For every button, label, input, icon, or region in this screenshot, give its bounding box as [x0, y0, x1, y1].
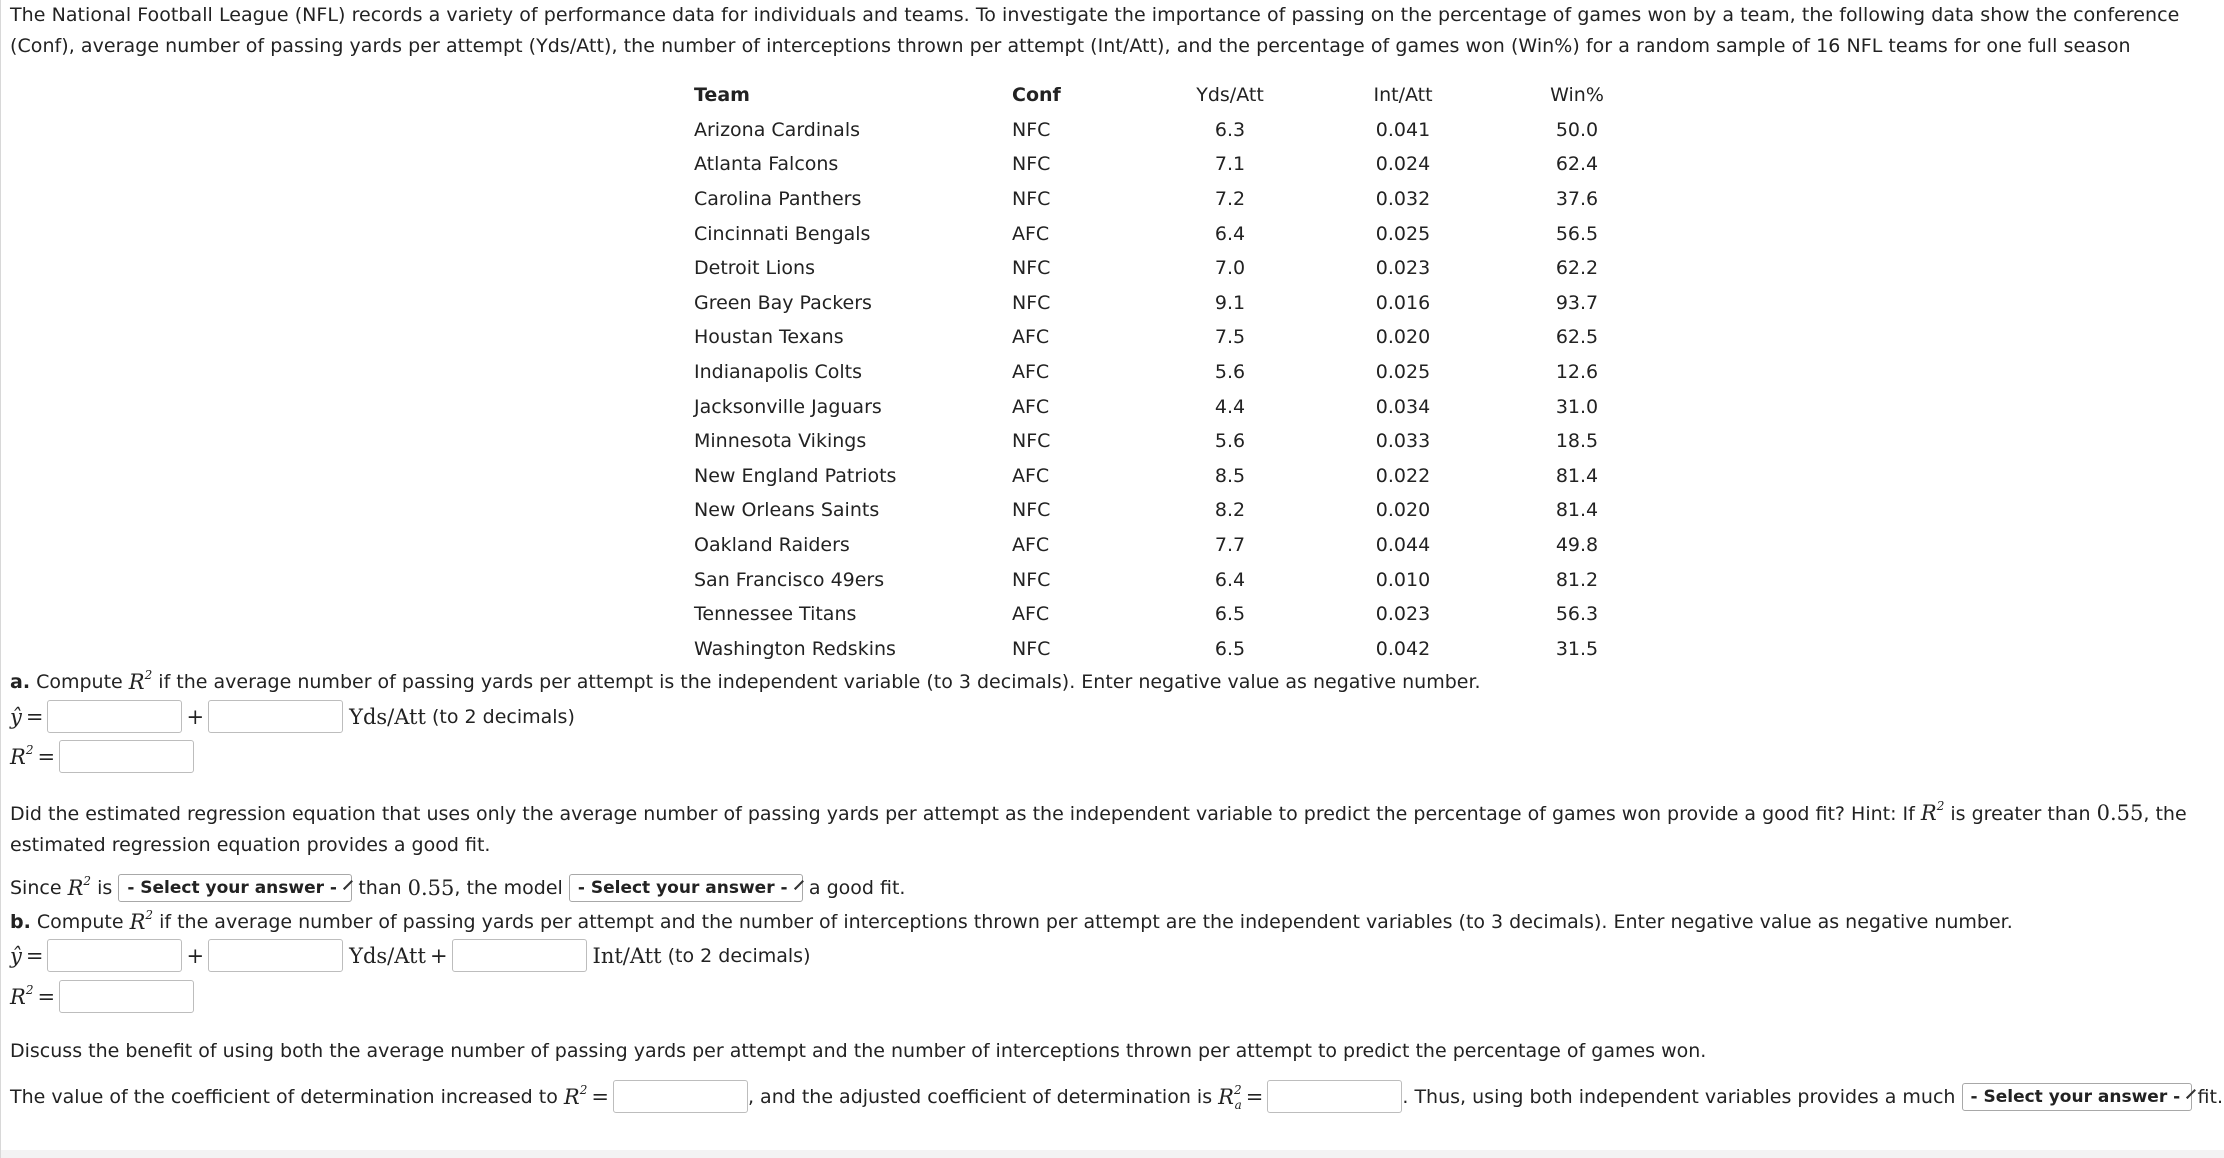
final-r2-input[interactable]	[613, 1080, 748, 1113]
equals-sign: =	[37, 984, 56, 1009]
yds-att-cell: 8.5	[1214, 464, 1246, 487]
final-text-2: , and the adjusted coefficient of determination is	[747, 1085, 1213, 1108]
r-letter: R	[563, 1084, 580, 1109]
table-row	[682, 113, 1664, 148]
team-cell: Jacksonville Jaguars	[694, 395, 882, 418]
problem-intro: The National Football League (NFL) records a variety of performance data for individuals and teams. To investigate the importance of passing on the percentage of games won by a team, the following data show the conference (Conf), average number of passing yards per attempt (Yds/Att), the number of interceptions thrown per attempt (Int/Att), and the percentage of games won (Win%) for a random sample of 16 NFL teams for one full season	[10, 4, 2180, 57]
equals-sign: =	[37, 744, 56, 769]
int-att-cell: 0.025	[1375, 222, 1431, 245]
table-row	[682, 632, 1664, 667]
equals-sign: =	[1245, 1084, 1264, 1109]
part-b-prompt	[10, 910, 2013, 934]
int-att-cell: 0.022	[1375, 464, 1431, 487]
conf-cell: NFC	[1012, 568, 1051, 591]
team-cell: Minnesota Vikings	[694, 430, 867, 453]
table-row	[682, 320, 1664, 355]
a-r2-input[interactable]	[59, 740, 194, 773]
team-cell: Oakland Raiders	[694, 534, 850, 557]
win-pct-cell: 81.4	[1555, 499, 1599, 522]
team-cell: Indianapolis Colts	[694, 361, 863, 384]
conf-cell: AFC	[1012, 395, 1050, 418]
part-b-instructions: if the average number of passing yards per attempt and the number of interceptions thrown per attempt are the independent variables (to 3 decimals). Enter negative value as negative number.	[159, 911, 2013, 933]
r-letter: R	[1218, 1084, 1234, 1109]
sq-exp: 2	[83, 874, 92, 888]
conf-cell: NFC	[1012, 637, 1051, 660]
int-att-cell: 0.023	[1375, 603, 1431, 626]
win-pct-cell: 37.6	[1555, 188, 1599, 211]
r-squared-symbol	[1921, 801, 1944, 825]
hint-text-2: is greater than	[1950, 803, 2091, 825]
r-squared-symbol	[10, 982, 34, 1009]
int-att-cell: 0.025	[1375, 361, 1431, 384]
team-cell: Carolina Panthers	[694, 188, 862, 211]
int-att-cell: 0.044	[1375, 534, 1431, 557]
table-row	[682, 424, 1664, 459]
yds-att-cell: 5.6	[1214, 361, 1246, 384]
fit-quality-select[interactable]	[1962, 1083, 2192, 1111]
r-letter: R	[128, 670, 145, 694]
sq-exp: 2	[145, 908, 154, 922]
table-row	[682, 251, 1664, 286]
win-pct-cell: 62.2	[1555, 257, 1599, 280]
fit-label: fit.	[2197, 1085, 2224, 1108]
header-int-att: Int/Att	[1373, 84, 1433, 107]
good-fit-question	[10, 798, 2215, 861]
sq-exp: 2	[25, 742, 34, 757]
yds-att-cell: 6.3	[1214, 118, 1246, 141]
fit-quality-select-value: - Select your answer -	[1970, 1086, 2181, 1107]
footer-strip	[1, 1150, 2224, 1158]
int-att-cell: 0.042	[1375, 637, 1431, 660]
int-att-cell: 0.020	[1375, 499, 1431, 522]
part-a-prompt	[10, 670, 1481, 694]
sq-exp: 2	[1936, 799, 1945, 813]
yds-att-cell: 7.2	[1214, 188, 1246, 211]
conf-cell: AFC	[1012, 603, 1050, 626]
header-yds-att: Yds/Att	[1196, 84, 1264, 107]
adjusted-r2-input[interactable]	[1267, 1080, 1402, 1113]
conf-cell: NFC	[1012, 499, 1051, 522]
int-att-term: Int/Att	[592, 943, 662, 968]
header-team: Team	[694, 84, 750, 107]
table-row	[682, 528, 1664, 563]
r-letter: R	[67, 876, 84, 900]
chevron-down-icon	[343, 880, 353, 890]
int-att-cell: 0.016	[1375, 291, 1431, 314]
table-row	[682, 493, 1664, 528]
conf-cell: NFC	[1012, 188, 1051, 211]
team-cell: New England Patriots	[694, 464, 897, 487]
equals-sign: =	[25, 943, 44, 968]
table-row	[682, 216, 1664, 251]
sq-exp: 2	[144, 668, 153, 682]
r-squared-symbol	[563, 1082, 588, 1109]
win-pct-cell: 31.5	[1555, 637, 1599, 660]
final-text-3: . Thus, using both independent variables provides a much	[1402, 1085, 1956, 1108]
threshold-value: 0.55	[407, 876, 455, 900]
hint-text-1: Did the estimated regression equation that uses only the average number of passing yards per attempt as the independent variable to predict the percentage of games won provide a good fit? Hint: If	[10, 803, 1915, 825]
part-b-equation-row	[10, 939, 810, 972]
nfl-data-table	[682, 78, 1664, 666]
team-cell: Tennessee Titans	[694, 603, 857, 626]
table-row	[682, 147, 1664, 182]
adjusted-r-squared-symbol	[1218, 1082, 1242, 1112]
sq-exp: 2	[579, 1082, 588, 1097]
equals-sign: =	[25, 704, 44, 729]
table-row	[682, 389, 1664, 424]
conf-cell: AFC	[1012, 361, 1050, 384]
yds-att-cell: 7.7	[1214, 534, 1246, 557]
fit-verb-select[interactable]	[569, 874, 803, 902]
table-row	[682, 355, 1664, 390]
team-cell: Detroit Lions	[694, 257, 815, 280]
r-squared-symbol	[130, 910, 153, 934]
table-row	[682, 459, 1664, 494]
win-pct-cell: 62.4	[1555, 153, 1599, 176]
win-pct-cell: 81.4	[1555, 464, 1599, 487]
win-pct-cell: 12.6	[1555, 361, 1599, 384]
int-att-cell: 0.010	[1375, 568, 1431, 591]
header-win-pct: Win%	[1550, 84, 1604, 107]
sub-a: a	[1234, 1097, 1242, 1112]
comparison-select-value: - Select your answer -	[127, 878, 337, 898]
win-pct-cell: 81.2	[1555, 568, 1599, 591]
r-squared-symbol	[68, 876, 91, 900]
int-att-cell: 0.034	[1375, 395, 1431, 418]
conf-cell: AFC	[1012, 534, 1050, 557]
a-slope-yds-input[interactable]	[208, 700, 343, 733]
y-hat-symbol: ŷ	[10, 704, 22, 729]
team-cell: San Francisco 49ers	[694, 568, 885, 591]
table-body	[682, 113, 1664, 667]
int-att-cell: 0.032	[1375, 188, 1431, 211]
header-conf: Conf	[1012, 84, 1061, 107]
part-a-equation-row	[10, 700, 575, 733]
yds-att-cell: 6.5	[1214, 603, 1246, 626]
part-a-compute: Compute	[36, 671, 123, 693]
chevron-down-icon	[2186, 1089, 2196, 1099]
good-fit-label: a good fit.	[808, 877, 906, 899]
team-cell: Washington Redskins	[694, 637, 896, 660]
yds-att-cell: 4.4	[1214, 395, 1246, 418]
table-row	[682, 562, 1664, 597]
comparison-select[interactable]	[118, 874, 352, 902]
hint-text-3: , the estimated regression equation provides a good fit.	[10, 803, 2187, 856]
b-intercept-input[interactable]	[47, 939, 182, 972]
a-decimals-note: (to 2 decimals)	[431, 705, 575, 728]
part-a-instructions: if the average number of passing yards per attempt is the independent variable (to 3 decimals). Enter negative value as negative number.	[158, 671, 1481, 693]
conf-cell: NFC	[1012, 257, 1051, 280]
r-letter: R	[129, 910, 146, 934]
a-intercept-input[interactable]	[47, 700, 182, 733]
team-cell: Cincinnati Bengals	[694, 222, 871, 245]
win-pct-cell: 56.5	[1555, 222, 1599, 245]
win-pct-cell: 62.5	[1555, 326, 1599, 349]
win-pct-cell: 49.8	[1555, 534, 1599, 557]
r-squared-symbol	[10, 742, 34, 769]
r-squared-symbol	[129, 670, 152, 694]
conf-cell: NFC	[1012, 118, 1051, 141]
than-label: than	[358, 877, 402, 899]
is-label: is	[97, 877, 113, 899]
part-b-compute: Compute	[36, 911, 124, 933]
team-cell: Arizona Cardinals	[694, 118, 860, 141]
win-pct-cell: 31.0	[1555, 395, 1599, 418]
part-b-r2-row	[10, 980, 194, 1013]
yds-att-cell: 6.4	[1214, 568, 1246, 591]
plus-sign: +	[186, 943, 205, 968]
conf-cell: AFC	[1012, 464, 1050, 487]
table-row	[682, 286, 1664, 321]
int-att-cell: 0.041	[1375, 118, 1431, 141]
b-slope-int-input[interactable]	[452, 939, 587, 972]
plus-sign: +	[429, 943, 448, 968]
int-att-cell: 0.033	[1375, 430, 1431, 453]
conf-cell: NFC	[1012, 291, 1051, 314]
discuss-text: Discuss the benefit of using both the average number of passing yards per attempt and the number of interceptions thrown per attempt to predict the percentage of games won.	[10, 1040, 1707, 1062]
yds-att-cell: 6.5	[1214, 637, 1246, 660]
win-pct-cell: 93.7	[1555, 291, 1599, 314]
final-text-1: The value of the coefficient of determination increased to	[10, 1085, 558, 1108]
yds-att-cell: 7.0	[1214, 257, 1246, 280]
conf-cell: NFC	[1012, 430, 1051, 453]
sq-exp: 2	[1233, 1082, 1242, 1097]
b-slope-yds-input[interactable]	[208, 939, 343, 972]
model-label: , the model	[454, 877, 563, 899]
hint-threshold: 0.55	[2096, 801, 2144, 825]
int-att-cell: 0.024	[1375, 153, 1431, 176]
yds-att-cell: 7.5	[1214, 326, 1246, 349]
team-cell: Green Bay Packers	[694, 291, 872, 314]
part-a-r2-row	[10, 740, 194, 773]
conf-cell: AFC	[1012, 326, 1050, 349]
win-pct-cell: 18.5	[1555, 430, 1599, 453]
equals-sign: =	[591, 1084, 609, 1109]
part-b-label: b.	[10, 911, 31, 933]
yds-att-cell: 9.1	[1214, 291, 1246, 314]
y-hat-symbol: ŷ	[10, 943, 22, 968]
part-a-label: a.	[10, 671, 31, 693]
yds-att-cell: 8.2	[1214, 499, 1246, 522]
since-row	[10, 874, 905, 902]
yds-att-cell: 5.6	[1214, 430, 1246, 453]
win-pct-cell: 50.0	[1555, 118, 1599, 141]
conf-cell: AFC	[1012, 222, 1050, 245]
team-cell: New Orleans Saints	[694, 499, 880, 522]
chevron-down-icon	[794, 880, 804, 890]
r-letter: R	[10, 744, 26, 769]
r-letter: R	[10, 984, 26, 1009]
int-att-cell: 0.020	[1375, 326, 1431, 349]
sq-exp: 2	[25, 982, 34, 997]
conf-cell: NFC	[1012, 153, 1051, 176]
b-decimals-note: (to 2 decimals)	[667, 944, 811, 967]
final-sentence-row	[10, 1080, 2223, 1113]
fit-verb-select-value: - Select your answer -	[577, 878, 788, 898]
b-r2-input[interactable]	[59, 980, 194, 1013]
int-att-cell: 0.023	[1375, 257, 1431, 280]
plus-sign: +	[186, 704, 205, 729]
team-cell: Atlanta Falcons	[694, 153, 839, 176]
since-label: Since	[10, 877, 62, 899]
table-row	[682, 597, 1664, 632]
table-header-row	[682, 78, 1664, 113]
yds-att-cell: 6.4	[1214, 222, 1246, 245]
yds-att-term: Yds/Att	[349, 704, 426, 729]
table-row	[682, 182, 1664, 217]
yds-att-term: Yds/Att	[349, 943, 426, 968]
win-pct-cell: 56.3	[1555, 603, 1599, 626]
r-letter: R	[1920, 801, 1937, 825]
team-cell: Houstan Texans	[694, 326, 844, 349]
yds-att-cell: 7.1	[1214, 153, 1246, 176]
